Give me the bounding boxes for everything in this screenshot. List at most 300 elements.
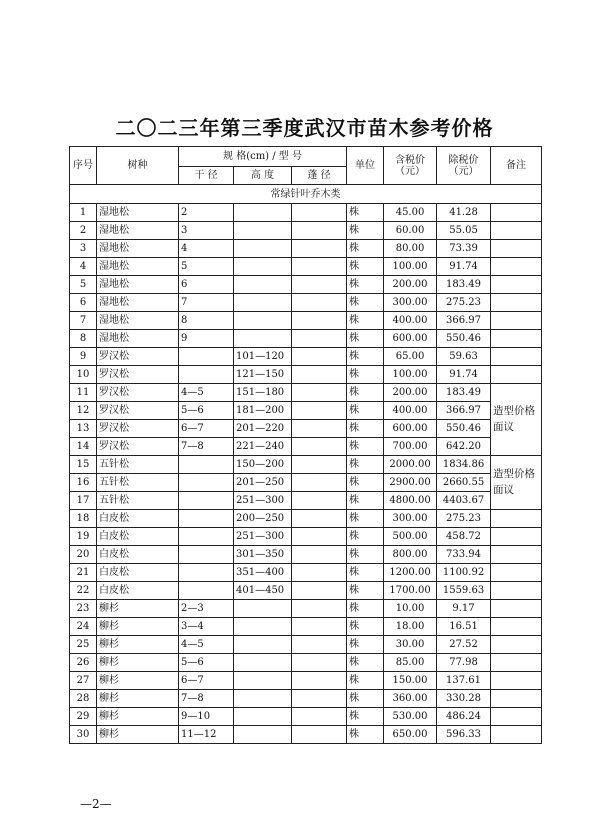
row-height [234,204,292,222]
row-height: 121—150 [234,366,292,384]
header-price-notax: 除税价 （元） [437,147,491,185]
row-species: 湿地松 [97,312,179,330]
row-species: 罗汉松 [97,348,179,366]
row-trunk: 2 [179,204,234,222]
row-crown [292,546,347,564]
row-no: 5 [70,276,97,294]
row-species: 湿地松 [97,240,179,258]
row-remark [491,708,542,726]
row-price-tax: 2900.00 [384,474,437,492]
row-trunk [179,528,234,546]
row-crown [292,510,347,528]
row-crown [292,438,347,456]
row-no: 9 [70,348,97,366]
row-price-notax: 458.72 [437,528,491,546]
row-trunk: 3 [179,222,234,240]
row-trunk: 7 [179,294,234,312]
row-trunk: 9—10 [179,708,234,726]
row-unit: 株 [347,546,384,564]
row-price-notax: 55.05 [437,222,491,240]
row-remark [491,546,542,564]
row-unit: 株 [347,474,384,492]
row-price-tax: 400.00 [384,402,437,420]
row-price-notax: 41.28 [437,204,491,222]
row-height [234,222,292,240]
row-height: 200—250 [234,510,292,528]
row-crown [292,492,347,510]
row-no: 7 [70,312,97,330]
row-price-tax: 85.00 [384,654,437,672]
row-height: 251—300 [234,528,292,546]
row-price-tax: 150.00 [384,672,437,690]
row-price-tax: 200.00 [384,384,437,402]
row-trunk: 6—7 [179,420,234,438]
table-row [70,258,542,276]
table-row [70,402,542,420]
page-title: 二〇二三年第三季度武汉市苗木参考价格 [115,116,494,140]
row-unit: 株 [347,312,384,330]
table-row [70,438,542,456]
row-species: 柳杉 [97,672,179,690]
row-species: 湿地松 [97,204,179,222]
row-price-notax: 366.97 [437,402,491,420]
row-crown [292,276,347,294]
row-no: 17 [70,492,97,510]
row-remark [491,690,542,708]
row-remark [491,654,542,672]
row-species: 白皮松 [97,582,179,600]
row-crown [292,456,347,474]
table-row [70,636,542,654]
row-price-tax: 530.00 [384,708,437,726]
header-crown: 蓬 径 [292,167,347,185]
row-remark [491,294,542,312]
row-price-notax: 59.63 [437,348,491,366]
row-species: 罗汉松 [97,366,179,384]
table-row [70,726,542,744]
remark-group-b: 造型价格面议 [491,456,542,510]
category-row: 常绿针叶乔木类 [70,185,542,204]
table-row [70,204,542,222]
row-no: 12 [70,402,97,420]
row-no: 22 [70,582,97,600]
row-height: 150—200 [234,456,292,474]
table-row [70,510,542,528]
row-height: 401—450 [234,582,292,600]
row-price-tax: 500.00 [384,528,437,546]
row-height [234,690,292,708]
row-unit: 株 [347,654,384,672]
row-species: 白皮松 [97,546,179,564]
row-price-notax: 9.17 [437,600,491,618]
row-no: 19 [70,528,97,546]
table-row [70,708,542,726]
row-price-notax: 733.94 [437,546,491,564]
row-trunk: 6 [179,276,234,294]
row-price-tax: 800.00 [384,546,437,564]
row-species: 五针松 [97,492,179,510]
row-no: 3 [70,240,97,258]
row-price-tax: 600.00 [384,420,437,438]
row-height [234,312,292,330]
row-species: 白皮松 [97,564,179,582]
row-price-notax: 330.28 [437,690,491,708]
table-row [70,618,542,636]
row-trunk: 5—6 [179,654,234,672]
row-species: 柳杉 [97,654,179,672]
row-no: 25 [70,636,97,654]
row-no: 8 [70,330,97,348]
row-trunk: 5—6 [179,402,234,420]
table-row [70,582,542,600]
row-trunk: 5 [179,258,234,276]
row-height [234,654,292,672]
row-trunk [179,348,234,366]
row-unit: 株 [347,276,384,294]
row-trunk [179,546,234,564]
remark-group-a: 造型价格面议 [491,384,542,456]
row-price-notax: 77.98 [437,654,491,672]
row-trunk [179,474,234,492]
table-row [70,564,542,582]
row-unit: 株 [347,366,384,384]
row-unit: 株 [347,690,384,708]
row-crown [292,636,347,654]
row-price-notax: 642.20 [437,438,491,456]
row-crown [292,582,347,600]
row-price-notax: 596.33 [437,726,491,744]
row-species: 湿地松 [97,276,179,294]
row-crown [292,528,347,546]
row-trunk: 6—7 [179,672,234,690]
table-row [70,492,542,510]
row-price-tax: 45.00 [384,204,437,222]
row-trunk [179,366,234,384]
row-price-notax: 275.23 [437,510,491,528]
row-unit: 株 [347,438,384,456]
table-row [70,456,542,474]
row-price-notax: 137.61 [437,672,491,690]
row-price-tax: 300.00 [384,510,437,528]
row-price-tax: 100.00 [384,258,437,276]
row-remark [491,330,542,348]
row-price-notax: 275.23 [437,294,491,312]
row-height [234,240,292,258]
row-no: 14 [70,438,97,456]
row-unit: 株 [347,672,384,690]
row-unit: 株 [347,420,384,438]
row-trunk [179,492,234,510]
row-remark [491,204,542,222]
header-no: 序号 [70,147,97,185]
table-row [70,654,542,672]
row-height [234,600,292,618]
row-crown [292,564,347,582]
row-trunk: 7—8 [179,690,234,708]
row-price-notax: 1559.63 [437,582,491,600]
row-species: 五针松 [97,456,179,474]
row-unit: 株 [347,492,384,510]
row-remark [491,726,542,744]
row-price-tax: 360.00 [384,690,437,708]
table-row [70,276,542,294]
row-height: 221—240 [234,438,292,456]
price-table [69,146,542,744]
row-price-notax: 16.51 [437,618,491,636]
table-row [70,546,542,564]
row-crown [292,690,347,708]
row-trunk: 4—5 [179,636,234,654]
page-number: —2— [80,797,112,811]
row-crown [292,618,347,636]
table-row [70,366,542,384]
row-price-tax: 2000.00 [384,456,437,474]
row-price-tax: 4800.00 [384,492,437,510]
row-no: 23 [70,600,97,618]
row-trunk: 7—8 [179,438,234,456]
row-price-tax: 30.00 [384,636,437,654]
row-unit: 株 [347,240,384,258]
row-crown [292,384,347,402]
row-price-tax: 65.00 [384,348,437,366]
row-height [234,258,292,276]
row-height: 351—400 [234,564,292,582]
row-species: 柳杉 [97,726,179,744]
row-remark [491,636,542,654]
header-spec: 规 格(cm) / 型 号 [179,147,347,167]
row-price-tax: 1200.00 [384,564,437,582]
row-no: 16 [70,474,97,492]
row-price-tax: 60.00 [384,222,437,240]
header-remark: 备注 [491,147,542,185]
row-unit: 株 [347,222,384,240]
row-remark [491,276,542,294]
row-crown [292,420,347,438]
row-crown [292,348,347,366]
row-no: 6 [70,294,97,312]
row-unit: 株 [347,348,384,366]
row-height: 151—180 [234,384,292,402]
row-species: 柳杉 [97,690,179,708]
row-no: 15 [70,456,97,474]
row-no: 29 [70,708,97,726]
row-no: 13 [70,420,97,438]
header-height: 高 度 [234,167,292,185]
row-crown [292,222,347,240]
row-height [234,330,292,348]
row-unit: 株 [347,564,384,582]
row-remark [491,366,542,384]
row-unit: 株 [347,636,384,654]
row-price-tax: 600.00 [384,330,437,348]
header-species: 树种 [97,147,179,185]
row-trunk [179,510,234,528]
row-crown [292,474,347,492]
row-species: 罗汉松 [97,402,179,420]
row-height [234,708,292,726]
row-no: 24 [70,618,97,636]
row-no: 28 [70,690,97,708]
table-row [70,600,542,618]
row-species: 罗汉松 [97,384,179,402]
row-trunk: 2—3 [179,600,234,618]
row-height: 251—300 [234,492,292,510]
row-price-tax: 18.00 [384,618,437,636]
row-crown [292,600,347,618]
row-price-tax: 80.00 [384,240,437,258]
row-height: 101—120 [234,348,292,366]
row-species: 湿地松 [97,258,179,276]
row-price-tax: 400.00 [384,312,437,330]
row-price-notax: 366.97 [437,312,491,330]
row-remark [491,672,542,690]
row-species: 柳杉 [97,708,179,726]
row-price-notax: 27.52 [437,636,491,654]
row-unit: 株 [347,294,384,312]
table-row [70,222,542,240]
row-species: 湿地松 [97,222,179,240]
row-price-tax: 1700.00 [384,582,437,600]
row-trunk: 8 [179,312,234,330]
row-unit: 株 [347,618,384,636]
row-unit: 株 [347,582,384,600]
row-height: 201—250 [234,474,292,492]
row-unit: 株 [347,510,384,528]
row-unit: 株 [347,204,384,222]
row-no: 21 [70,564,97,582]
row-remark [491,240,542,258]
table-row [70,348,542,366]
row-height [234,294,292,312]
header-price-tax: 含税价 （元） [384,147,437,185]
row-height [234,276,292,294]
row-price-tax: 100.00 [384,366,437,384]
row-unit: 株 [347,402,384,420]
row-trunk: 4 [179,240,234,258]
row-crown [292,654,347,672]
row-species: 柳杉 [97,600,179,618]
row-remark [491,528,542,546]
table-row [70,474,542,492]
row-unit: 株 [347,330,384,348]
row-no: 10 [70,366,97,384]
row-remark [491,348,542,366]
row-species: 湿地松 [97,330,179,348]
row-no: 30 [70,726,97,744]
row-price-notax: 486.24 [437,708,491,726]
row-species: 湿地松 [97,294,179,312]
row-no: 18 [70,510,97,528]
row-no: 1 [70,204,97,222]
row-height [234,618,292,636]
row-remark [491,600,542,618]
row-remark [491,312,542,330]
row-price-notax: 4403.67 [437,492,491,510]
row-trunk [179,456,234,474]
row-height: 201—220 [234,420,292,438]
row-species: 柳杉 [97,636,179,654]
row-crown [292,240,347,258]
row-no: 4 [70,258,97,276]
row-trunk: 9 [179,330,234,348]
row-trunk: 4—5 [179,384,234,402]
row-species: 柳杉 [97,618,179,636]
row-height: 301—350 [234,546,292,564]
table-row [70,312,542,330]
row-crown [292,366,347,384]
row-price-notax: 183.49 [437,384,491,402]
row-trunk: 11—12 [179,726,234,744]
row-price-notax: 1100.92 [437,564,491,582]
row-no: 27 [70,672,97,690]
row-remark [491,564,542,582]
row-no: 2 [70,222,97,240]
row-species: 白皮松 [97,528,179,546]
row-species: 罗汉松 [97,420,179,438]
row-unit: 株 [347,528,384,546]
row-trunk [179,582,234,600]
row-no: 11 [70,384,97,402]
table-row [70,690,542,708]
row-crown [292,402,347,420]
row-price-notax: 91.74 [437,366,491,384]
row-species: 罗汉松 [97,438,179,456]
row-price-notax: 183.49 [437,276,491,294]
row-remark [491,618,542,636]
row-remark [491,258,542,276]
row-crown [292,312,347,330]
row-crown [292,294,347,312]
row-price-notax: 550.46 [437,420,491,438]
row-trunk: 3—4 [179,618,234,636]
row-crown [292,204,347,222]
row-price-tax: 10.00 [384,600,437,618]
header-unit: 单位 [347,147,384,185]
table-row [70,384,542,402]
row-species: 白皮松 [97,510,179,528]
row-crown [292,726,347,744]
row-remark [491,510,542,528]
row-crown [292,258,347,276]
table-row [70,420,542,438]
row-height: 181—200 [234,402,292,420]
row-unit: 株 [347,600,384,618]
row-unit: 株 [347,726,384,744]
row-unit: 株 [347,258,384,276]
row-unit: 株 [347,456,384,474]
table-row [70,672,542,690]
header-trunk: 干 径 [179,167,234,185]
row-price-notax: 550.46 [437,330,491,348]
row-trunk [179,564,234,582]
row-unit: 株 [347,384,384,402]
row-remark [491,222,542,240]
row-unit: 株 [347,708,384,726]
row-height [234,726,292,744]
row-price-notax: 2660.55 [437,474,491,492]
row-price-notax: 1834.86 [437,456,491,474]
row-price-tax: 700.00 [384,438,437,456]
row-price-tax: 200.00 [384,276,437,294]
row-no: 20 [70,546,97,564]
row-price-notax: 91.74 [437,258,491,276]
row-crown [292,330,347,348]
row-crown [292,708,347,726]
row-price-tax: 300.00 [384,294,437,312]
row-height [234,636,292,654]
table-row [70,294,542,312]
row-remark [491,582,542,600]
